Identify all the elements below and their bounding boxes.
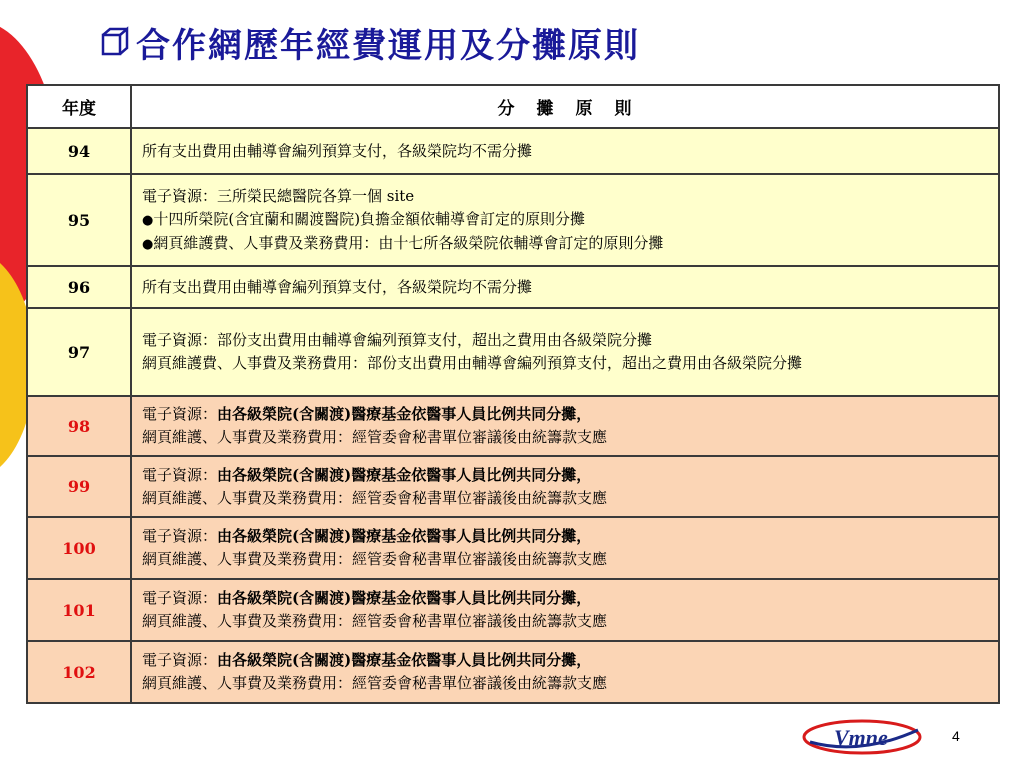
page-title-container — [100, 14, 640, 70]
rule-line — [142, 649, 988, 672]
table-header-row — [27, 85, 999, 128]
table-row — [27, 266, 999, 308]
year-cell: 101 — [27, 579, 131, 641]
year-cell: 96 — [27, 266, 131, 308]
header-year: 年度 — [27, 85, 131, 128]
table-row — [27, 174, 999, 266]
rule-cell — [131, 517, 999, 579]
bullet-dot-icon: ● — [142, 212, 154, 228]
rule-bold: 由各級榮院(含關渡)醫療基金依醫事人員比例共同分攤， — [217, 651, 592, 669]
vmne-logo — [800, 716, 930, 758]
year-cell: 95 — [27, 174, 131, 266]
rule-line: 網頁維護、人事費及業務費用：經管委會秘書單位審議後由統籌款支應 — [142, 612, 608, 630]
bullet-dot-icon: ● — [142, 236, 154, 252]
rule-line: 網頁維護、人事費及業務費用：經管委會秘書單位審議後由統籌款支應 — [142, 674, 608, 692]
rule-prefix: 電子資源： — [142, 589, 218, 607]
rule-line: 所有支出費用由輔導會編列預算支付，各級榮院均不需分攤 — [142, 277, 533, 296]
logo-text: Vmne — [834, 725, 888, 750]
rule-line — [142, 464, 988, 487]
rule-prefix: 電子資源： — [142, 651, 218, 669]
rule-cell — [131, 174, 999, 266]
rule-bold: 由各級榮院(含關渡)醫療基金依醫事人員比例共同分攤， — [217, 405, 592, 423]
rule-bullet-line — [142, 208, 988, 232]
rule-line: 電子資源：三所榮民總醫院各算一個 site — [142, 186, 415, 205]
year-cell: 98 — [27, 396, 131, 456]
rule-cell — [131, 308, 999, 396]
rule-line — [142, 403, 988, 426]
rule-line: 網頁維護費、人事費及業務費用：由十七所各級榮院依輔導會訂定的原則分攤 — [153, 233, 664, 252]
rule-line: 網頁維護、人事費及業務費用：經管委會秘書單位審議後由統籌款支應 — [142, 550, 608, 568]
rule-line: 網頁維護費、人事費及業務費用：部份支出費用由輔導會編列預算支付，超出之費用由各級榮院分攤 — [142, 354, 803, 372]
rule-prefix: 電子資源： — [142, 527, 218, 545]
allocation-table — [26, 84, 1000, 704]
rule-prefix: 電子資源： — [142, 405, 218, 423]
year-cell: 99 — [27, 456, 131, 517]
table-row — [27, 396, 999, 456]
table-row — [27, 456, 999, 517]
table-row — [27, 308, 999, 396]
rule-line: 十四所榮院(含宜蘭和關渡醫院)負擔金額依輔導會訂定的原則分攤 — [153, 209, 586, 228]
rule-cell — [131, 396, 999, 456]
rule-cell — [131, 128, 999, 174]
rule-line — [142, 525, 988, 548]
rule-cell — [131, 641, 999, 703]
rule-line — [142, 587, 988, 610]
year-cell: 97 — [27, 308, 131, 396]
page-number: 4 — [952, 728, 960, 744]
rule-line: 電子資源：部份支出費用由輔導會編列預算支付，超出之費用由各級榮院分攤 — [142, 331, 653, 349]
header-rule: 分攤原則 — [131, 85, 999, 128]
year-cell: 94 — [27, 128, 131, 174]
page-title: 合作網歷年經費運用及分攤原則 — [136, 25, 640, 66]
note-icon — [100, 26, 130, 58]
rule-bold: 由各級榮院(含關渡)醫療基金依醫事人員比例共同分攤， — [217, 589, 592, 607]
rule-bold: 由各級榮院(含關渡)醫療基金依醫事人員比例共同分攤， — [217, 527, 592, 545]
table-row — [27, 517, 999, 579]
year-cell: 102 — [27, 641, 131, 703]
rule-cell — [131, 266, 999, 308]
year-cell: 100 — [27, 517, 131, 579]
table-row — [27, 579, 999, 641]
rule-line: 所有支出費用由輔導會編列預算支付，各級榮院均不需分攤 — [142, 141, 533, 160]
table-row — [27, 128, 999, 174]
rule-line: 網頁維護、人事費及業務費用：經管委會秘書單位審議後由統籌款支應 — [142, 488, 608, 507]
rule-cell — [131, 579, 999, 641]
table-row — [27, 641, 999, 703]
rule-bullet-line — [142, 232, 988, 256]
rule-line: 網頁維護、人事費及業務費用：經管委會秘書單位審議後由統籌款支應 — [142, 428, 608, 446]
rule-prefix: 電子資源： — [142, 465, 218, 484]
rule-bold: 由各級榮院(含關渡)醫療基金依醫事人員比例共同分攤， — [217, 465, 592, 484]
rule-cell — [131, 456, 999, 517]
